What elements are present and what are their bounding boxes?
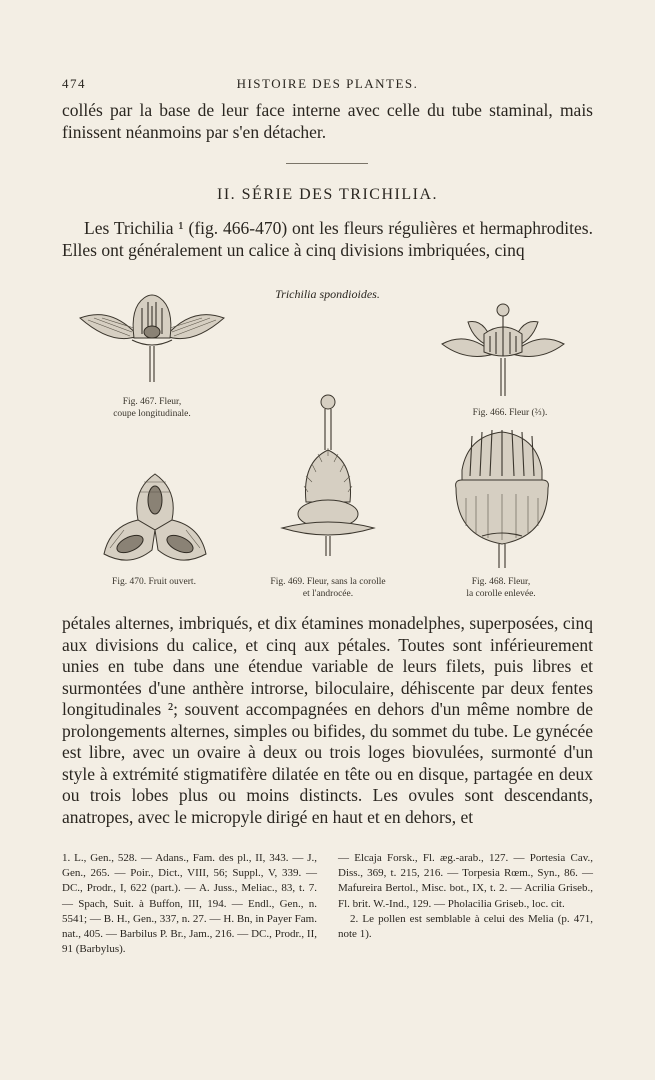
flower-stamens-illustration: [452, 426, 552, 570]
footnote-column-right: [338, 851, 593, 942]
open-flower-illustration: [438, 300, 568, 400]
footnote-2: 2. Le pollen est semblable à celui des Melia (p. 471, note 1).: [338, 912, 593, 941]
section-title: II. SÉRIE DES TRICHILIA.: [216, 186, 439, 203]
caption-line: la corolle enlevée.: [466, 589, 536, 599]
running-title: HISTOIRE DES PLANTES.: [236, 76, 419, 91]
caption-line: Fig. 466. Fleur (⅔).: [472, 408, 548, 418]
flower-pistil-illustration: [276, 392, 380, 558]
caption-line: et l'androcée.: [302, 589, 354, 599]
paragraph-description: pétales alternes, imbriqués, et dix étamines monadelphes, superposées, cinq aux divisions du calice, et cinq aux pétales. Toutes sont inférieurement unies en tube dans une étendue variable de leurs filets, puis libres et surmontées d'une anthère introrse, biloculaire, déhiscente par deux fentes longitudinales ²; souvent accompagnées en dehors d'un même nombre de prolongements alternes, simples ou bifides, du sommet du tube. Le gynécée est libre, avec un ovaire à deux ou trois loges biovulées, surmonté d'un style à extrémité stigmatifère dilatée en tête ou en disque, partagée en deux ou trois lobes plus ou moins distincts. Les ovules sont descendants, anatropes, avec le micropyle dirigé en haut et en dehors, et: [62, 613, 593, 827]
caption-line: Fig. 469. Fleur, sans la corolle: [270, 577, 386, 587]
figure-caption: [436, 576, 566, 600]
running-header: [62, 76, 593, 94]
caption-line: Fig. 467. Fleur,: [122, 397, 182, 407]
flower-section-illustration: [72, 288, 232, 388]
paragraph-continuation: collés par la base de leur face interne avec celle du tube staminal, mais finissent néanmoins par s'en détacher.: [62, 100, 593, 142]
figure-caption: [92, 396, 212, 420]
caption-line: Fig. 470. Fruit ouvert.: [112, 577, 196, 587]
caption-line: Fig. 468. Fleur,: [471, 577, 531, 587]
section-divider: [286, 163, 368, 164]
open-fruit-illustration: [100, 468, 210, 572]
figure-caption: [440, 407, 580, 419]
footnote-column-left: 1. L., Gen., 528. — Adans., Fam. des pl., II, 343. — J., Gen., 265. — Poir., Dict., VIII, 56; Suppl., V, 339. — DC., Prodr., I, 622 (part.). — A. Juss., Meliac., 83, t. 7. — Spach, Suit. à Buffon, III, 194. — Endl., Gen., n. 5541; — B. H., Gen., 337, n. 27. — H. Bn, in Payer Fam. nat., 405. — Barbilus P. Br., Jam., 216. — DC., Prodr., II, 91 (Barbylus).: [62, 852, 317, 956]
figure-caption: [84, 576, 224, 588]
figure-caption: [246, 576, 410, 600]
caption-line: coupe longitudinale.: [113, 409, 191, 419]
page-number: 474: [62, 76, 86, 91]
paragraph-intro: Les Trichilia ¹ (fig. 466-470) ont les fleurs régulières et hermaphrodites. Elles ont généralement un calice à cinq divisions imbriquées, cinq: [62, 218, 593, 260]
plate-title: Trichilia spondioides.: [275, 287, 380, 301]
footnote-1-continued: — Elcaja Forsk., Fl. æg.-arab., 127. — Portesia Cav., Diss., 369, t. 215, 216. — Torpesia Rœm., Syn., 86. — Mafureira Bertol., Misc. bot., IX, t. 2. — Acrilia Griseb., Fl. brit. W.-Ind., 129. — Pholacilia Griseb., loc. cit.: [338, 852, 593, 910]
